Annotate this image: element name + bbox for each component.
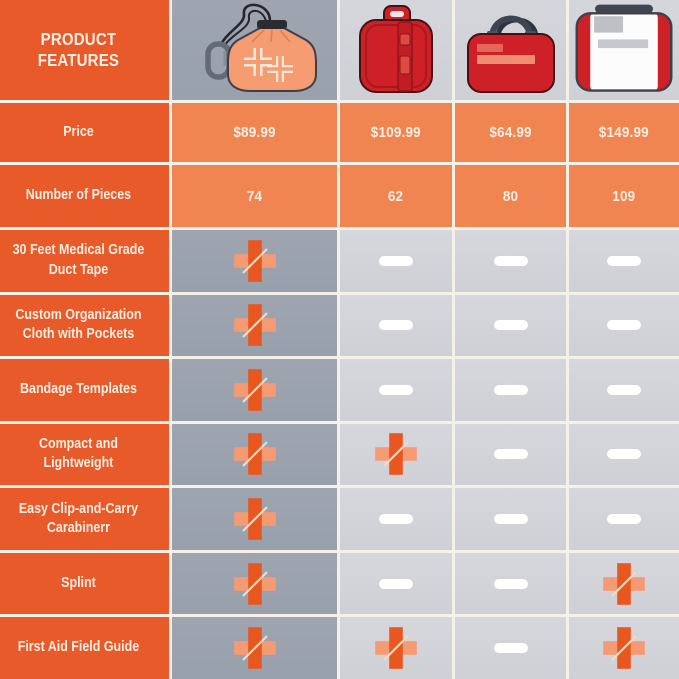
price-value: $64.99 <box>489 124 532 141</box>
feature-label: Compact and Lightweight <box>39 435 119 472</box>
drawstring-pouch-image <box>172 0 337 100</box>
price-value: $149.99 <box>598 124 650 141</box>
not-included-cell <box>455 424 566 486</box>
medical-cross-icon <box>231 301 279 349</box>
included-cell <box>172 359 337 421</box>
price-cell-4 <box>569 103 679 162</box>
included-cell <box>172 488 337 550</box>
not-included-cell <box>340 295 452 357</box>
included-cell <box>340 617 452 679</box>
price-cell-2 <box>340 103 452 162</box>
dash-icon <box>607 385 641 395</box>
medical-cross-icon <box>231 495 279 543</box>
not-included-cell <box>340 488 452 550</box>
page-title: PRODUCT FEATURES <box>37 29 120 70</box>
feature-label-cell <box>0 359 169 421</box>
pieces-value: 74 <box>246 187 263 205</box>
included-cell <box>172 617 337 679</box>
not-included-cell <box>569 488 679 550</box>
dash-icon <box>494 449 528 459</box>
pieces-value: 62 <box>388 187 404 205</box>
product-image-2 <box>340 0 452 100</box>
feature-label-cell <box>0 488 169 550</box>
included-cell <box>172 295 337 357</box>
not-included-cell <box>340 553 452 615</box>
dash-icon <box>494 579 528 589</box>
dash-icon <box>607 256 641 266</box>
pieces-value: 109 <box>612 187 636 205</box>
dash-icon <box>379 579 413 589</box>
feature-label: Bandage Templates <box>20 381 137 398</box>
not-included-cell <box>455 295 566 357</box>
product-image-4 <box>569 0 679 100</box>
product-image-featured <box>172 0 337 100</box>
not-included-cell <box>569 359 679 421</box>
price-cell-3 <box>455 103 566 162</box>
feature-label-cell <box>0 617 169 679</box>
price-value: $89.99 <box>233 124 276 141</box>
included-cell <box>569 553 679 615</box>
product-image-3 <box>455 0 566 100</box>
dash-icon <box>607 320 641 330</box>
dash-icon <box>494 256 528 266</box>
not-included-cell <box>569 295 679 357</box>
dash-icon <box>494 514 528 524</box>
included-cell <box>172 424 337 486</box>
pieces-cell-4 <box>569 165 679 227</box>
dash-icon <box>607 514 641 524</box>
medical-cross-icon <box>231 237 279 285</box>
pieces-value: 80 <box>502 187 519 205</box>
pieces-label-cell <box>0 165 169 227</box>
dash-icon <box>494 643 528 653</box>
feature-label-cell <box>0 295 169 357</box>
included-cell <box>340 424 452 486</box>
pieces-cell-2 <box>340 165 452 227</box>
dash-icon <box>494 385 528 395</box>
medical-cross-icon <box>600 624 648 672</box>
price-label-cell <box>0 103 169 162</box>
not-included-cell <box>455 553 566 615</box>
not-included-cell <box>455 488 566 550</box>
page-title-cell <box>0 0 169 100</box>
included-cell <box>172 553 337 615</box>
dash-icon <box>379 385 413 395</box>
medical-cross-icon <box>231 560 279 608</box>
not-included-cell <box>455 359 566 421</box>
feature-label: 30 Feet Medical Grade Duct Tape <box>12 242 145 278</box>
dash-icon <box>607 449 641 459</box>
price-cell-featured <box>172 103 337 162</box>
dash-icon <box>379 320 413 330</box>
dash-icon <box>379 256 413 266</box>
pieces-cell-3 <box>455 165 566 227</box>
feature-label-cell <box>0 553 169 615</box>
hard-case-image <box>569 0 679 100</box>
not-included-cell <box>569 230 679 292</box>
feature-label: Easy Clip-and-Carry Carabinerr <box>18 500 139 537</box>
pieces-label: Number of Pieces <box>25 187 132 204</box>
feature-label: Splint <box>61 574 96 591</box>
medical-cross-icon <box>372 624 420 672</box>
not-included-cell <box>340 230 452 292</box>
included-cell <box>172 230 337 292</box>
soft-case-image <box>456 0 566 100</box>
feature-label: Custom Organization Cloth with Pockets <box>15 306 142 343</box>
dash-icon <box>379 514 413 524</box>
pieces-cell-featured <box>172 165 337 227</box>
medical-cross-icon <box>231 624 279 672</box>
not-included-cell <box>569 424 679 486</box>
not-included-cell <box>455 617 566 679</box>
medical-cross-icon <box>600 560 648 608</box>
not-included-cell <box>455 230 566 292</box>
price-label: Price <box>63 123 94 140</box>
medical-cross-icon <box>231 430 279 478</box>
dash-icon <box>494 320 528 330</box>
not-included-cell <box>340 359 452 421</box>
included-cell <box>569 617 679 679</box>
price-value: $109.99 <box>370 124 422 141</box>
medical-cross-icon <box>231 366 279 414</box>
feature-label-cell <box>0 424 169 486</box>
medical-cross-icon <box>372 430 420 478</box>
zip-pouch-image <box>340 0 452 100</box>
feature-label: First Aid Field Guide <box>17 639 140 656</box>
feature-label-cell <box>0 230 169 292</box>
